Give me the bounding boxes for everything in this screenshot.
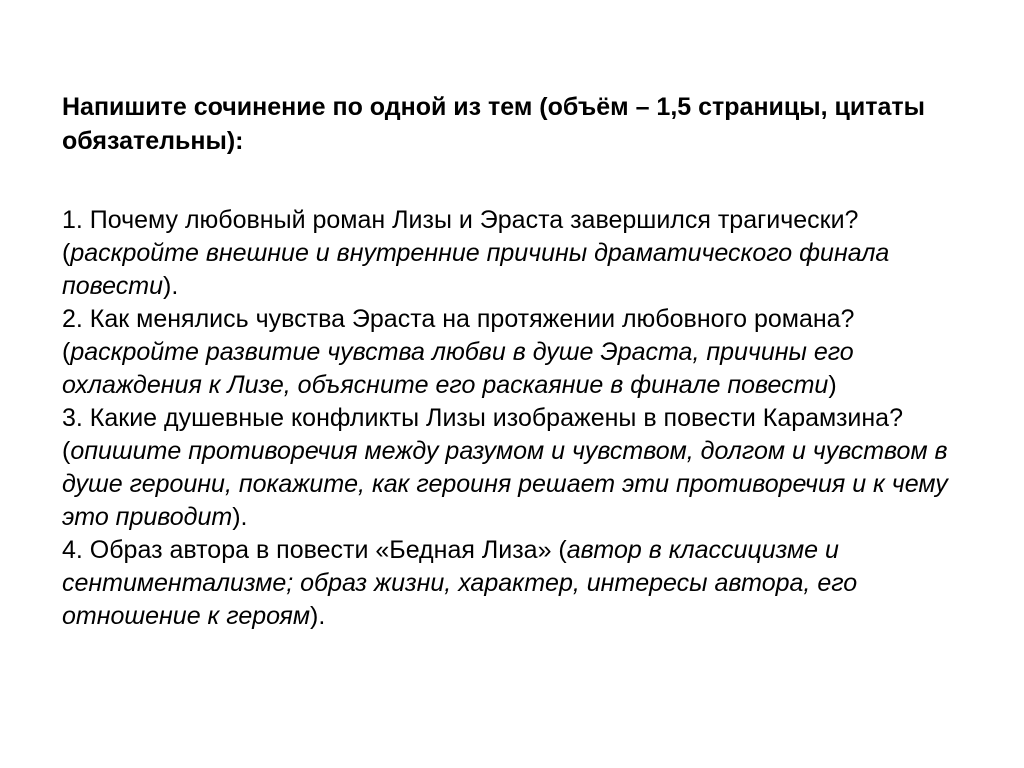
topic-close: ). bbox=[310, 602, 326, 630]
topic-question: 2. Как менялись чувства Эраста на протяжении любовного романа? ( bbox=[62, 305, 855, 366]
topic-hint: раскройте внешние и внутренние причины драматического финала повести bbox=[62, 239, 890, 300]
topic-close: ). bbox=[232, 503, 248, 531]
assignment-heading: Напишите сочинение по одной из тем (объём – 1,5 страницы, цитаты обязательны): bbox=[62, 93, 926, 155]
topic-question: 1. Почему любовный роман Лизы и Эраста завершился трагически? ( bbox=[62, 206, 859, 267]
topic-hint: раскройте развитие чувства любви в душе Эраста, причины его охлаждения к Лизе, объясните его раскаяние в финале повести bbox=[62, 338, 854, 399]
topic-close: ) bbox=[828, 371, 837, 399]
slide-content bbox=[62, 90, 962, 633]
topic-1 bbox=[62, 204, 962, 303]
topic-2 bbox=[62, 303, 962, 402]
topic-hint: опишите противоречия между разумом и чувством, долгом и чувством в душе героини, покажите, как героиня решает эти противоречия и к чему это приводит bbox=[62, 437, 948, 531]
topic-hint: автор в классицизме и сентиментализме; образ жизни, характер, интересы автора, его отношение к героям bbox=[62, 536, 858, 630]
spacer bbox=[62, 158, 962, 204]
topic-question: 4. Образ автора в повести «Бедная Лиза» ( bbox=[62, 536, 567, 564]
topic-close: ). bbox=[163, 272, 179, 300]
topic-4 bbox=[62, 534, 962, 633]
topic-3 bbox=[62, 402, 962, 534]
topic-question: 3. Какие душевные конфликты Лизы изображены в повести Карамзина? ( bbox=[62, 404, 903, 465]
